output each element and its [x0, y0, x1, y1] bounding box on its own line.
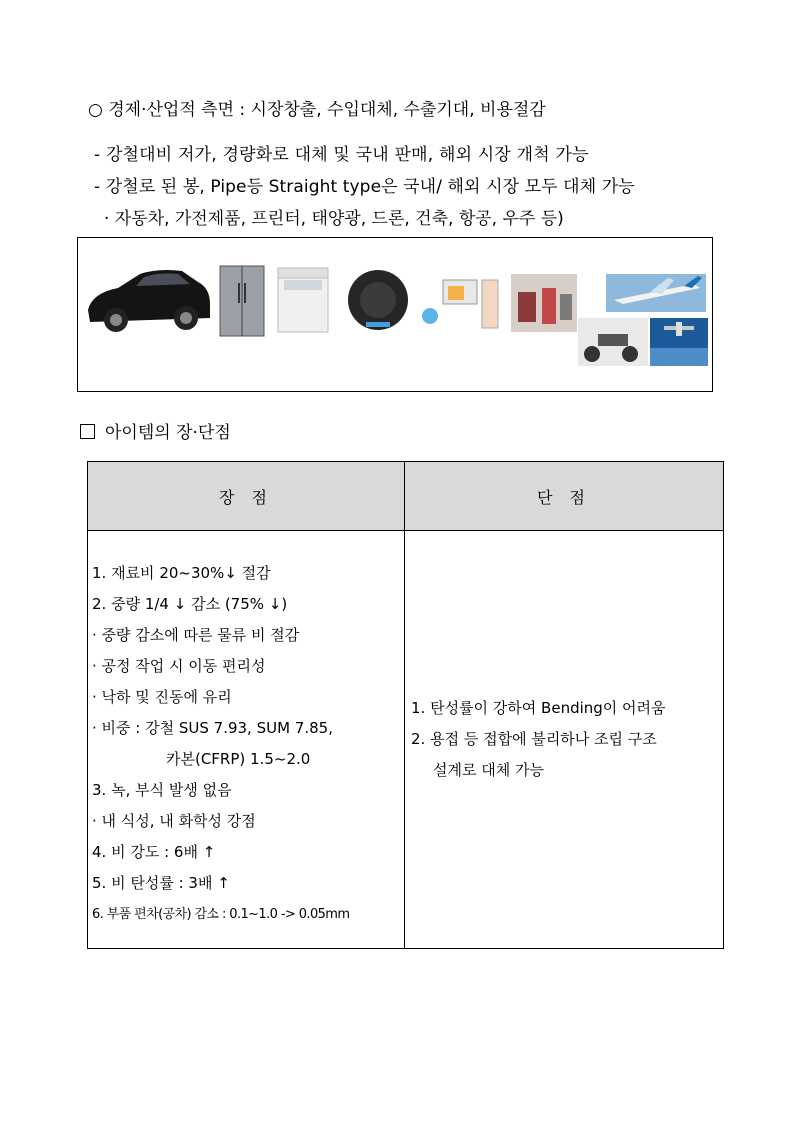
- section-heading-pros-cons: [80, 418, 231, 443]
- table-row: [88, 531, 724, 949]
- refrigerator-image: [220, 266, 264, 336]
- airplane-image: [606, 274, 706, 312]
- bullet-applications: · 자동차, 가전제품, 프린터, 태양광, 드론, 건축, 항공, 우주 등): [104, 209, 564, 229]
- list-item: 2. 용접 등 접합에 불리하나 조립 구조: [411, 730, 657, 748]
- list-item: 2. 중량 1/4 ↓ 감소 (75% ↓): [92, 594, 288, 613]
- application-images: [78, 238, 712, 391]
- list-item: 5. 비 탄성률 : 3배 ↑: [92, 873, 230, 892]
- factory-image: [511, 274, 577, 332]
- bullet-pipe: - 강철로 된 봉, Pipe등 Straight type은 국내/ 해외 시장 모두 대체 가능: [94, 177, 635, 197]
- printer-image: [422, 280, 498, 328]
- cons-cell: [405, 531, 724, 949]
- list-item: 4. 비 강도 : 6배 ↑: [92, 842, 216, 861]
- pros-cons-heading-text: 아이템의 장·단점: [105, 423, 231, 443]
- space-station-image: [650, 318, 708, 366]
- list-item: 설계로 대체 가능: [433, 761, 544, 779]
- car-image: [88, 270, 210, 332]
- application-images-box: [77, 237, 713, 392]
- list-item: · 공정 작업 시 이동 편리성: [92, 656, 266, 675]
- list-item: · 내 식성, 내 화학성 강점: [92, 811, 256, 830]
- list-item: 6. 부품 편차(공차) 감소 : 0.1~1.0 -> 0.05mm: [92, 906, 350, 922]
- list-item: 카본(CFRP) 1.5~2.0: [166, 749, 311, 768]
- list-item: · 중량 감소에 따른 물류 비 절감: [92, 625, 300, 644]
- list-item: · 낙하 및 진동에 유리: [92, 687, 232, 706]
- list-item: 3. 녹, 부식 발생 없음: [92, 780, 232, 799]
- pros-cons-table: [87, 461, 724, 949]
- section-heading-economic: ○ 경제·산업적 측면 : 시장창출, 수입대체, 수출기대, 비용절감: [88, 100, 546, 120]
- washing-machine-image: [278, 268, 328, 332]
- bullet-price: - 강철대비 저가, 경량화로 대체 및 국내 판매, 해외 시장 개척 가능: [94, 145, 589, 165]
- list-item: · 비중 : 강철 SUS 7.93, SUM 7.85,: [92, 718, 333, 737]
- list-item: 1. 탄성률이 강하여 Bending이 어려움: [411, 699, 666, 717]
- pros-cell: [88, 531, 405, 949]
- header-pros: 장 점: [88, 462, 405, 531]
- checkbox-square-icon: [80, 424, 95, 439]
- table-header-row: [88, 462, 724, 531]
- robot-vacuum-image: [348, 270, 408, 330]
- chassis-image: [578, 318, 648, 366]
- list-item: 1. 재료비 20~30%↓ 절감: [92, 563, 271, 582]
- header-cons: 단 점: [405, 462, 724, 531]
